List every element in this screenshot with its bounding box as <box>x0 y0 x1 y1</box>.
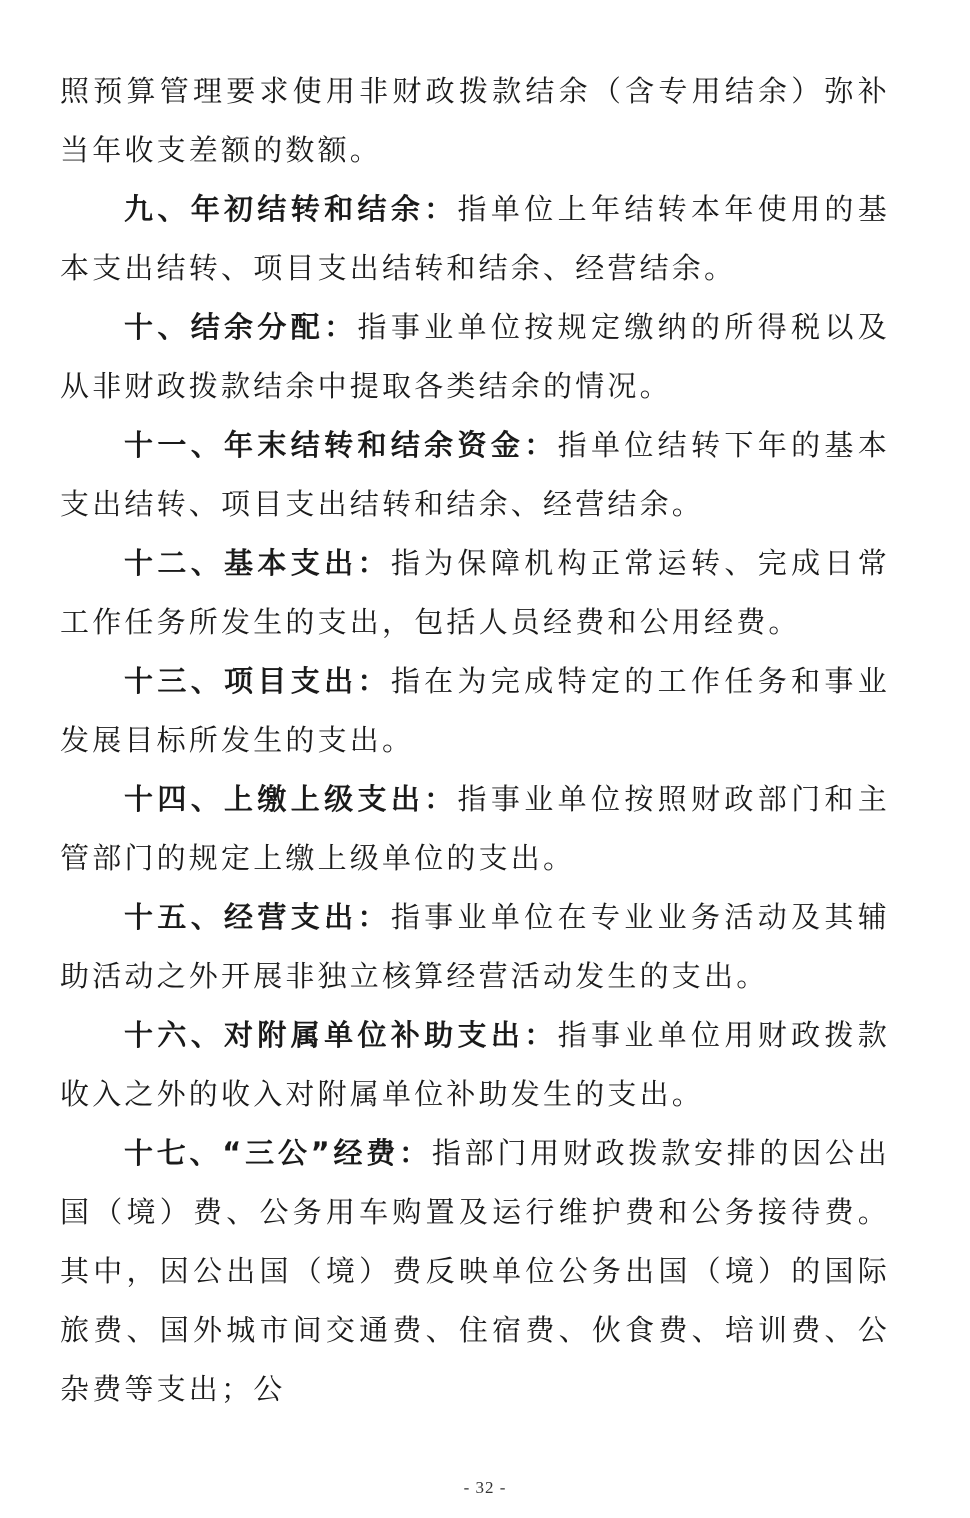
definition-paragraph-16 <box>60 1006 890 1124</box>
definition-paragraph-15 <box>60 888 890 1006</box>
term-definition: 指单位结转下年的基本支出结转、项目支出结转和结余、经营结余。 <box>60 428 890 521</box>
definition-paragraph-9 <box>60 180 890 298</box>
term-definition: 指事业单位按照财政部门和主管部门的规定上缴上级单位的支出。 <box>60 782 890 875</box>
page-number: - 32 - <box>463 1478 507 1497</box>
document-page <box>60 62 890 1419</box>
term-definition: 指单位上年结转本年使用的基本支出结转、项目支出结转和结余、经营结余。 <box>60 192 890 285</box>
definition-paragraph-11 <box>60 416 890 534</box>
definition-paragraph-12 <box>60 534 890 652</box>
term-label: 十六、对附属单位补助支出： <box>124 1018 558 1052</box>
definition-paragraph-17 <box>60 1124 890 1419</box>
term-definition: 指事业单位在专业业务活动及其辅助活动之外开展非独立核算经营活动发生的支出。 <box>60 900 890 993</box>
definition-paragraph-13 <box>60 652 890 770</box>
term-definition: 指事业单位用财政拨款收入之外的收入对附属单位补助发生的支出。 <box>60 1018 890 1111</box>
term-definition: 指事业单位按规定缴纳的所得税以及从非财政拨款结余中提取各类结余的情况。 <box>60 310 890 403</box>
term-label: 十二、基本支出： <box>124 546 391 580</box>
term-label: 十三、项目支出： <box>124 664 391 698</box>
term-definition: 指部门用财政拨款安排的因公出国（境）费、公务用车购置及运行维护费和公务接待费。其中，因公出国（境）费反映单位公务出国（境）的国际旅费、国外城市间交通费、住宿费、伙食费、培训费、公杂费等支出；公 <box>60 1136 890 1406</box>
term-definition: 指为保障机构正常运转、完成日常工作任务所发生的支出，包括人员经费和公用经费。 <box>60 546 890 639</box>
continuation-paragraph: 照预算管理要求使用非财政拨款结余（含专用结余）弥补当年收支差额的数额。 <box>60 74 890 167</box>
term-label: 十四、上缴上级支出： <box>124 782 458 816</box>
term-label: 十五、经营支出： <box>124 900 391 934</box>
definition-paragraph-14 <box>60 770 890 888</box>
term-definition: 指在为完成特定的工作任务和事业发展目标所发生的支出。 <box>60 664 890 757</box>
term-label: 十一、年末结转和结余资金： <box>124 428 558 462</box>
definition-paragraph-10 <box>60 298 890 416</box>
term-label: 九、年初结转和结余： <box>124 192 458 226</box>
term-label: 十、结余分配： <box>124 310 358 344</box>
term-label: 十七、“三公”经费： <box>124 1136 432 1170</box>
